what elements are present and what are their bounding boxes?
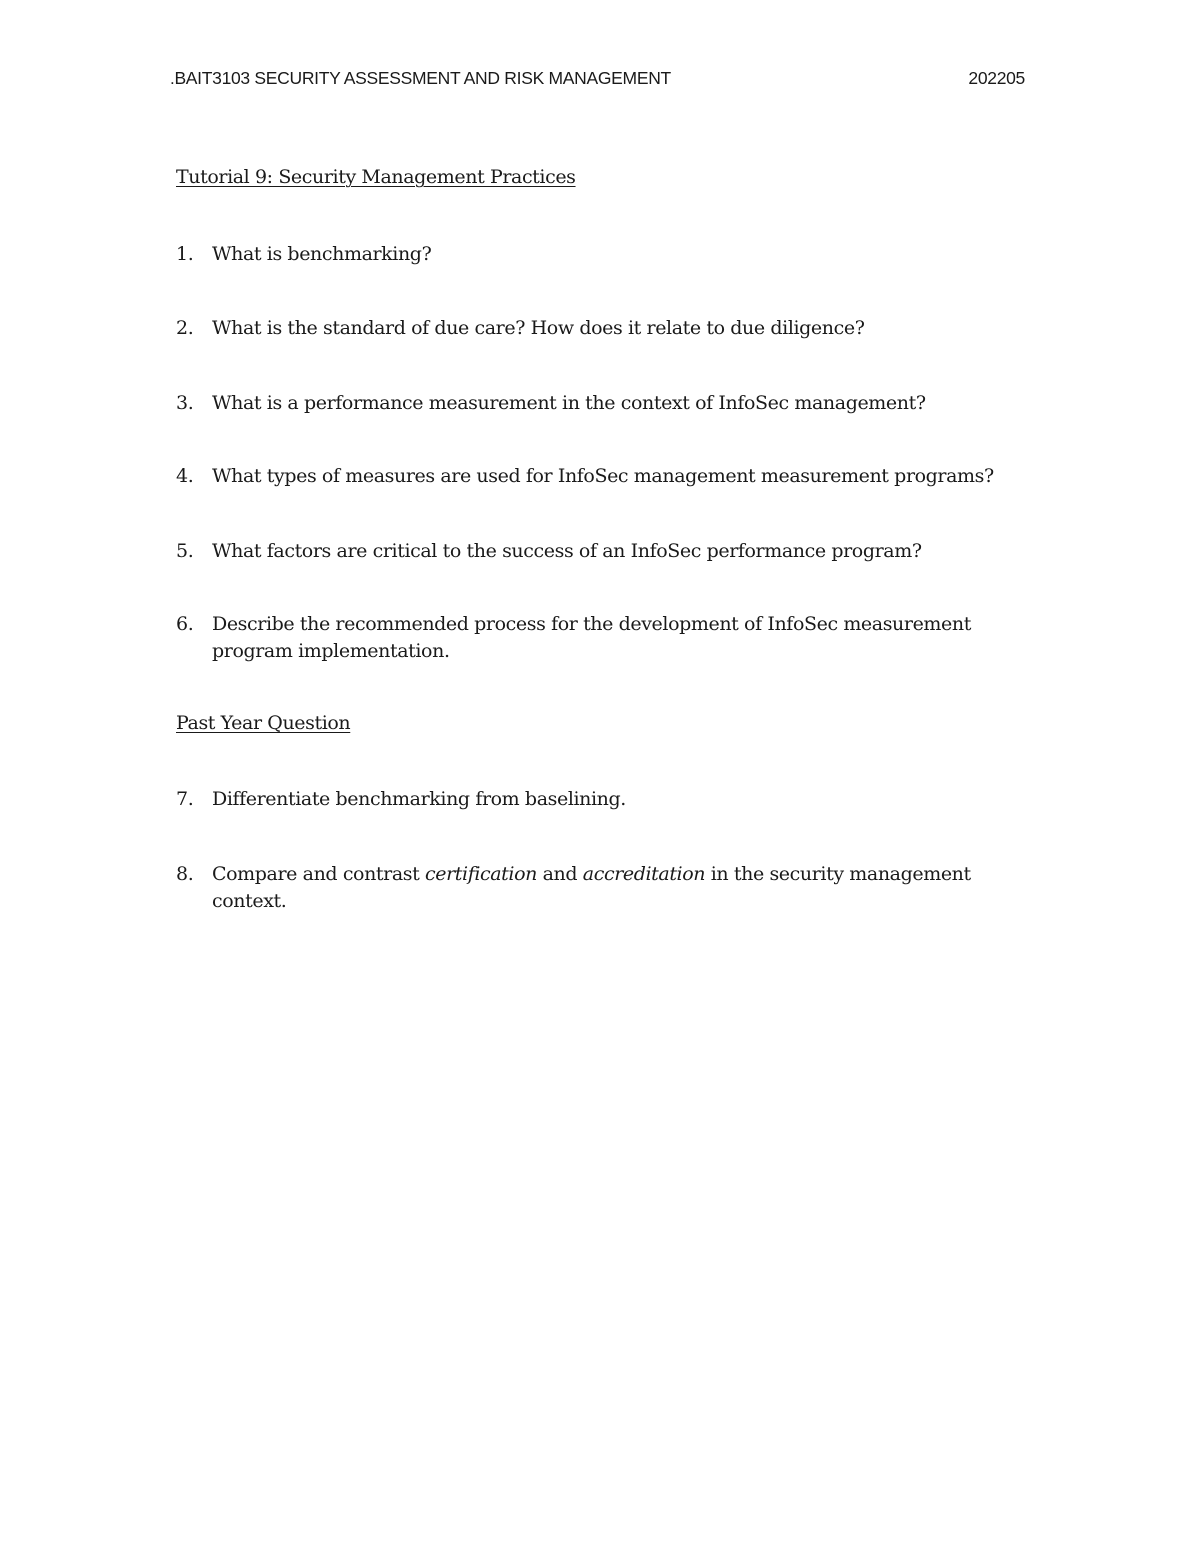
question-text: What factors are critical to the success of an InfoSec performance program?: [212, 540, 922, 562]
course-title: [170, 68, 671, 89]
question-item: [176, 463, 1006, 490]
question-number: 2.: [176, 317, 194, 339]
question-text: [212, 861, 1006, 915]
header-bullet: .: [170, 69, 175, 88]
question-number: 8.: [176, 863, 194, 885]
tutorial-title: Tutorial 9: Security Management Practices: [176, 166, 576, 188]
question-text-part: Compare and contrast: [212, 863, 426, 885]
question-text: What is a performance measurement in the context of InfoSec management?: [212, 392, 926, 414]
question-item: [176, 315, 1006, 342]
question-text: Describe the recommended process for the development of InfoSec measurement program implementation.: [212, 613, 971, 662]
question-text: What is benchmarking?: [212, 243, 432, 265]
question-item: [176, 611, 1006, 665]
question-text: Differentiate benchmarking from baselining.: [212, 788, 626, 810]
session-code: 202205: [968, 68, 1025, 88]
question-text-part: and: [536, 863, 583, 885]
term-accreditation: accreditation: [582, 863, 706, 885]
question-number: 6.: [176, 613, 194, 635]
question-item: [176, 538, 1006, 565]
question-item: [176, 861, 1006, 915]
question-number: 5.: [176, 540, 194, 562]
page-header: [170, 68, 1025, 94]
question-item: [176, 241, 1006, 268]
question-item: [176, 786, 1006, 813]
question-text-part: in the security management context.: [212, 863, 971, 912]
past-year-title: Past Year Question: [176, 712, 351, 734]
question-number: 7.: [176, 788, 194, 810]
question-number: 3.: [176, 392, 194, 414]
term-certification: certification: [425, 863, 537, 885]
question-text: What types of measures are used for InfoSec management measurement programs?: [212, 465, 994, 487]
question-number: 4.: [176, 465, 194, 487]
question-item: [176, 390, 1006, 417]
course-title-text: BAIT3103 SECURITY ASSESSMENT AND RISK MANAGEMENT: [174, 68, 671, 88]
question-text: What is the standard of due care? How does it relate to due diligence?: [212, 317, 865, 339]
question-number: 1.: [176, 243, 194, 265]
